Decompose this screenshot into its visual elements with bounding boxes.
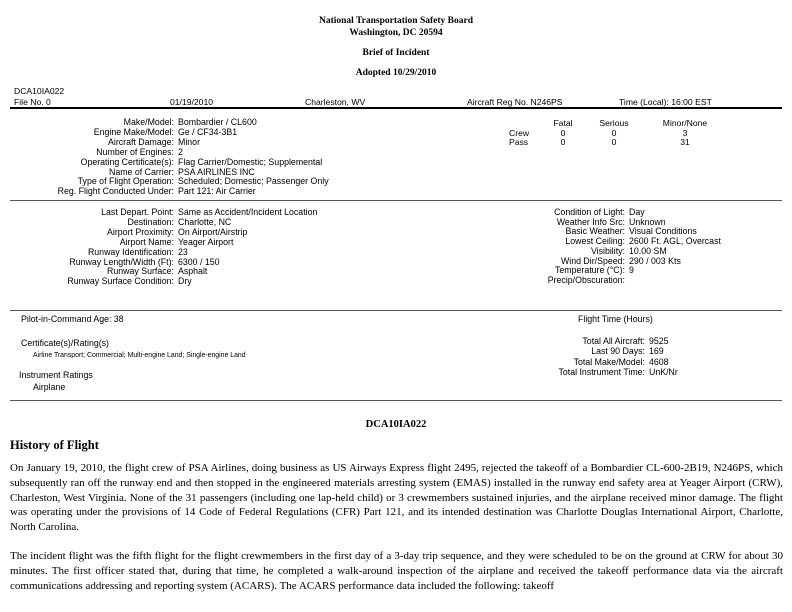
field-value: Asphalt xyxy=(178,266,208,277)
field-label: Reg. Flight Conducted Under: xyxy=(57,186,174,197)
injury-table xyxy=(505,119,727,148)
field-label: Number of Engines: xyxy=(96,146,174,157)
field-value: Same as Accident/Incident Location xyxy=(178,207,318,217)
adopted-date: Adopted 10/29/2010 xyxy=(355,68,437,78)
instrument-ratings-detail: Airplane xyxy=(33,382,66,392)
injury-col-header: Minor/None xyxy=(662,118,708,128)
field-label: Lowest Ceiling: xyxy=(565,236,625,247)
field-value: 4608 xyxy=(649,356,669,367)
field-label: Airport Name: xyxy=(119,236,174,247)
injury-col-header: Fatal xyxy=(553,118,573,128)
field-label: Weather Info Src: xyxy=(556,216,625,227)
field-label: Condition of Light: xyxy=(554,207,625,217)
field-value: Dry xyxy=(178,276,192,287)
field-label: Name of Carrier: xyxy=(108,166,174,177)
aircraft-details-section xyxy=(0,118,480,197)
field-value: Visual Conditions xyxy=(629,226,697,237)
field-value: Scheduled; Domestic; Passenger Only xyxy=(178,176,329,187)
field-label: Type of Flight Operation: xyxy=(77,176,174,187)
field-value: Unknown xyxy=(629,216,666,227)
injury-count: 0 xyxy=(611,137,617,147)
field-label: Operating Certificate(s): xyxy=(80,156,174,167)
injury-count: 0 xyxy=(560,127,566,138)
injury-row-label: Pass xyxy=(509,137,529,147)
field-value: 2 xyxy=(178,146,183,157)
field-value: Part 121: Air Carrier xyxy=(178,186,256,197)
field-value: 23 xyxy=(178,246,188,257)
certificates-detail: Airline Transport; Commercial; Multi-engine Land; Single-engine Land xyxy=(33,352,246,359)
field-value: 9525 xyxy=(649,336,669,346)
field-label: Runway Identification: xyxy=(87,246,174,257)
field-value: Charlotte, NC xyxy=(178,216,232,227)
history-paragraph: The incident flight was the fifth flight for the flight crewmembers in the first day of a 3-day trip sequence, and they were scheduled to be on the ground at CRW for about 30 minutes. The first officer stated that, during that time, he completed a walk-around inspection of the airplane and received the takeoff performance data via the aircraft communications addressing and reporting system (ACARS). The ACARS performance data included the following: takeoff xyxy=(10,550,783,592)
field-value: 9 xyxy=(629,265,634,276)
field-label: Engine Make/Model: xyxy=(93,126,174,137)
field-label: Basic Weather: xyxy=(565,226,625,237)
history-of-flight-heading: History of Flight xyxy=(10,438,99,452)
section-divider xyxy=(10,107,782,109)
field-value: Day xyxy=(629,207,645,217)
field-label: Wind Dir/Speed: xyxy=(560,255,625,266)
doc-title: Brief of Incident xyxy=(362,48,430,58)
case-id: DCA10IA022 xyxy=(14,86,65,96)
field-label: Last 90 Days: xyxy=(591,346,645,357)
field-value: Bombardier / CL600 xyxy=(178,117,257,127)
section-divider xyxy=(10,310,782,311)
section-divider xyxy=(10,200,782,201)
field-value: Ge / CF34-3B1 xyxy=(178,126,238,137)
field-label: Make/Model: xyxy=(123,117,174,127)
org-address: Washington, DC 20594 xyxy=(349,28,443,38)
narrative-case-id: DCA10IA022 xyxy=(365,419,427,430)
flight-time-section xyxy=(480,336,780,377)
injury-count: 31 xyxy=(680,137,690,147)
field-label: Runway Length/Width (Ft): xyxy=(69,256,174,267)
field-label: Total All Aircraft: xyxy=(582,336,645,346)
field-value: 10.00 SM xyxy=(629,245,667,256)
field-value: PSA AIRLINES INC xyxy=(178,166,255,177)
field-value: 169 xyxy=(649,346,664,357)
history-paragraph: On January 19, 2010, the flight crew of PSA Airlines, doing business as US Airways Express flight 2495, rejected the takeoff of a Bombardier CL-600-2B19, N246PS, which subsequently ran off the runway end and then stopped in the engineered materials arresting system (EMAS) installed in the runway end safety area at Yeager Airport (CRW), Charleston, West Virginia. None of the 31 passengers (including one lap-held child) or 3 crewmembers sustained injuries, and the airplane received minor damage. The flight was operating under the provisions of 14 Code of Federal Regulations (CFR) Part 121, and its intended destination was Charlotte Douglas International Airport, Charlotte, North Carolina. xyxy=(10,462,783,534)
field-value: On Airport/Airstrip xyxy=(178,226,248,237)
injury-count: 0 xyxy=(611,127,617,138)
field-label: Destination: xyxy=(127,216,174,227)
certificates-heading: Certificate(s)/Rating(s) xyxy=(21,338,109,348)
field-value: Yeager Airport xyxy=(178,236,234,247)
field-label: Temperature (°C): xyxy=(554,265,625,276)
field-label: Runway Surface: xyxy=(107,266,174,277)
field-value: Minor xyxy=(178,136,200,147)
field-value: 6300 / 150 xyxy=(178,256,220,267)
field-label: Aircraft Damage: xyxy=(108,136,174,147)
pilot-age: Pilot-in-Command Age: 38 xyxy=(21,314,124,324)
injury-row-label: Crew xyxy=(509,127,530,138)
field-label: Total Make/Model: xyxy=(573,356,645,367)
field-value: 2600 Ft. AGL, Overcast xyxy=(629,236,721,247)
field-value: Flag Carrier/Domestic; Supplemental xyxy=(178,156,323,167)
instrument-ratings-heading: Instrument Ratings xyxy=(19,370,93,380)
field-value: 290 / 003 Kts xyxy=(629,255,681,266)
field-label: Visibility: xyxy=(590,245,625,256)
field-label: Total Instrument Time: xyxy=(558,366,645,377)
field-value xyxy=(629,276,792,286)
field-label: Runway Surface Condition: xyxy=(67,276,174,287)
section-divider xyxy=(10,400,782,401)
field-label: Precip/Obscuration: xyxy=(547,274,625,285)
flight-details-section xyxy=(0,208,420,287)
flight-time-heading: Flight Time (Hours) xyxy=(578,314,653,324)
weather-section xyxy=(420,208,792,286)
injury-col-header: Serious xyxy=(599,118,629,128)
injury-count: 0 xyxy=(560,137,566,147)
org-name: National Transportation Safety Board xyxy=(318,16,474,26)
event-date: 01/19/2010 xyxy=(170,97,214,107)
file-number: File No. 0 xyxy=(14,97,51,107)
field-value: UnK/Nr xyxy=(649,366,678,377)
field-label: Airport Proximity: xyxy=(107,226,174,237)
injury-count: 3 xyxy=(682,127,688,138)
local-time: Time (Local): 16:00 EST xyxy=(619,97,712,107)
aircraft-registration: Aircraft Reg No. N246PS xyxy=(467,97,563,107)
event-location: Charleston, WV xyxy=(305,97,366,107)
field-label: Last Depart. Point: xyxy=(101,207,174,217)
